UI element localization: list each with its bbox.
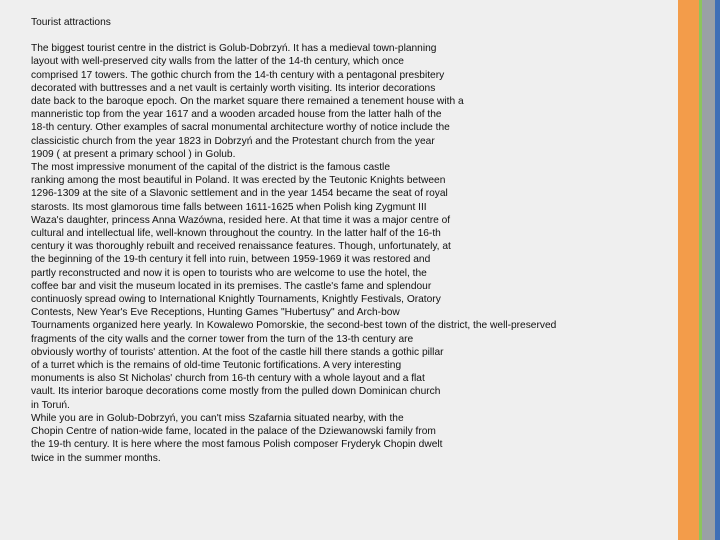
paragraph-text: [31, 42, 671, 465]
text-line: The most impressive monument of the capital of the district is the famous castle: [31, 162, 390, 174]
text-line: Waza's daughter, princess Anna Wazówna, resided here. At that time it was a major centre of: [31, 214, 451, 226]
text-line: coffee bar and visit the museum located in its premises. The castle's fame and splendour: [31, 280, 432, 292]
text-line: 18-th century. Other examples of sacral monumental architecture worthy of notice include the: [31, 122, 450, 134]
text-line: 1909 ( at present a primary school ) in Golub.: [31, 148, 236, 160]
text-line: fragments of the city walls and the corner tower from the turn of the 13-th century are: [31, 333, 414, 345]
text-line: Chopin Centre of nation-wide fame, located in the palace of the Dziewanowski family from: [31, 426, 436, 438]
text-line: obviously worthy of tourists' attention. At the foot of the castle hill there stands a gothic pillar: [31, 346, 444, 358]
text-line: in Toruń.: [31, 399, 70, 411]
text-line: of a turret which is the remains of old-time Teutonic fortifications. A very interesting: [31, 360, 402, 372]
text-line: partly reconstructed and now it is open to tourists who are welcome to use the hotel, the: [31, 267, 427, 279]
text-line: date back to the baroque epoch. On the market square there remained a tenement house with a: [31, 96, 464, 108]
text-line: vault. Its interior baroque decorations come mostly from the pulled down Dominican church: [31, 386, 441, 398]
text-line: ranking among the most beautiful in Poland. It was erected by the Teutonic Knights between: [31, 175, 446, 187]
gray-stripe: [702, 0, 715, 540]
document-body: [31, 16, 671, 465]
text-line: decorated with buttresses and a net vault is certainly worth visiting. Its interior decorations: [31, 82, 436, 94]
decorative-side-stripes: [678, 0, 720, 540]
text-line: The biggest tourist centre in the district is Golub-Dobrzyń. It has a medieval town-planning: [31, 43, 437, 55]
text-line: continuosly spread owing to International Knightly Tournaments, Knightly Festivals, Oratory: [31, 294, 441, 306]
text-line: starosts. Its most glamorous time falls between 1611-1625 when Polish king Zygmunt III: [31, 201, 427, 213]
text-line: Contests, New Year's Eve Receptions, Hunting Games "Hubertusy" and Arch-bow: [31, 307, 400, 319]
text-line: Tournaments organized here yearly. In Kowalewo Pomorskie, the second-best town of the district, the well-preserved: [31, 320, 557, 332]
text-line: While you are in Golub-Dobrzyń, you can't miss Szafarnia situated nearby, with the: [31, 412, 404, 424]
text-line: cultural and intellectual life, well-known throughout the country. In the latter half of the 16-th: [31, 228, 441, 240]
text-line: manneristic top from the year 1617 and a wooden arcaded house from the latter halh of the: [31, 109, 442, 121]
text-line: monuments is also St Nicholas' church from 16-th century with a whole layout and a flat: [31, 373, 425, 385]
blue-stripe: [715, 0, 720, 540]
text-line: century it was thoroughly rebuilt and received renaissance features. Though, unfortunately, at: [31, 241, 451, 253]
page-title: Tourist attractions: [31, 17, 111, 28]
text-line: 1296-1309 at the site of a Slavonic settlement and in the year 1454 became the seat of royal: [31, 188, 448, 200]
text-line: the beginning of the 19-th century it fell into ruin, between 1959-1969 it was restored and: [31, 254, 431, 266]
orange-stripe: [678, 0, 699, 540]
text-line: classicistic church from the year 1823 in Dobrzyń and the Protestant church from the year: [31, 135, 435, 147]
text-line: comprised 17 towers. The gothic church from the 14-th century with a pentagonal presbitery: [31, 69, 445, 81]
text-line: layout with well-preserved city walls from the latter of the 14-th century, which once: [31, 56, 404, 68]
text-line: twice in the summer months.: [31, 452, 161, 464]
text-line: the 19-th century. It is here where the most famous Polish composer Fryderyk Chopin dwelt: [31, 439, 443, 451]
